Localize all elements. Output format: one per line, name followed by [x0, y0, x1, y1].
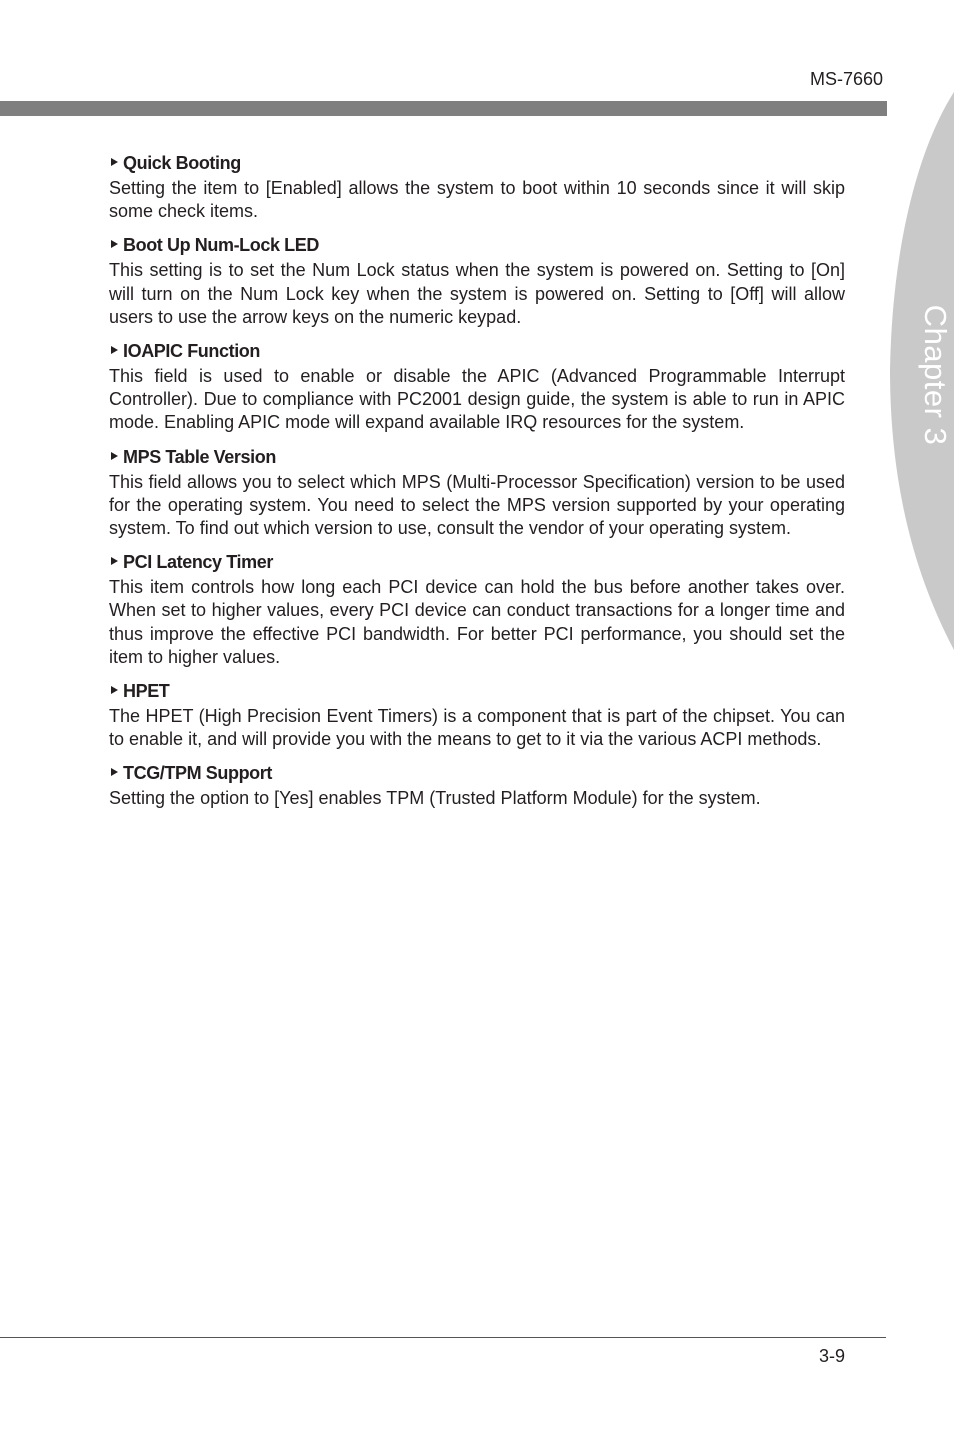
section-title: HPET — [123, 681, 170, 702]
section-description: This field allows you to select which MPS (Multi-Processor Specification) version to be used for the operating system. You need to select the MPS version supported by your operating system. To find out which version to use, consult the vendor of your operating system. — [109, 471, 845, 539]
header-bar — [0, 101, 887, 116]
section-title: TCG/TPM Support — [123, 763, 272, 784]
section-heading — [109, 338, 845, 364]
section-heading — [109, 232, 845, 258]
section-hpet — [109, 678, 845, 751]
triangle-bullet-icon — [111, 452, 118, 460]
chapter-tab-shape — [887, 0, 954, 1432]
section-title: MPS Table Version — [123, 446, 276, 467]
section-heading — [109, 444, 845, 470]
triangle-bullet-icon — [111, 346, 118, 354]
footer-rule — [0, 1337, 886, 1338]
section-title: PCI Latency Timer — [123, 552, 273, 573]
section-tcg-tpm-support — [109, 760, 845, 810]
section-heading — [109, 678, 845, 704]
triangle-bullet-icon — [111, 768, 118, 776]
section-description: The HPET (High Precision Event Timers) is a component that is part of the chipset. You can to enable it, and will provide you with the means to get to it via the various ACPI methods. — [109, 706, 845, 750]
section-title: IOAPIC Function — [123, 341, 260, 362]
section-heading — [109, 760, 845, 786]
section-heading — [109, 150, 845, 176]
triangle-bullet-icon — [111, 240, 118, 248]
content-body — [109, 150, 845, 820]
triangle-bullet-icon — [111, 686, 118, 694]
section-quick-booting — [109, 150, 845, 223]
triangle-bullet-icon — [111, 557, 118, 565]
section-description: Setting the option to [Yes] enables TPM (Trusted Platform Module) for the system. — [109, 788, 761, 809]
section-heading — [109, 549, 845, 575]
section-boot-up-num-lock-led — [109, 232, 845, 329]
page-number: 3-9 — [818, 1346, 845, 1366]
section-description: Setting the item to [Enabled] allows the system to boot within 10 seconds since it will skip some check items. — [109, 178, 845, 222]
section-ioapic-function — [109, 338, 845, 435]
section-title: Boot Up Num-Lock LED — [123, 235, 319, 256]
model-number: MS-7660 — [809, 69, 883, 89]
chapter-tab — [887, 0, 954, 1432]
section-description: This field is used to enable or disable the APIC (Advanced Programmable Interrupt Controller). Due to compliance with PC2001 design guide, the system is able to run in APIC mode. Enabling APIC mode will expand available IRQ resources for the system. — [109, 366, 845, 433]
section-description: This item controls how long each PCI device can hold the bus before another takes over. When set to higher values, every PCI device can conduct transactions for a longer time and thus improve the effective PCI bandwidth. For better PCI performance, you should set the item to higher values. — [109, 577, 845, 667]
chapter-tab-label: Chapter 3 — [918, 304, 953, 446]
section-mps-table-version — [109, 444, 845, 541]
section-title: Quick Booting — [123, 153, 241, 173]
triangle-bullet-icon — [111, 158, 118, 166]
section-description: This setting is to set the Num Lock status when the system is powered on. Setting to [On] will turn on the Num Lock key when the system is powered on. Setting to [Off] will allow users to use the arrow keys on the numeric keypad. — [109, 260, 845, 327]
section-pci-latency-timer — [109, 549, 845, 669]
